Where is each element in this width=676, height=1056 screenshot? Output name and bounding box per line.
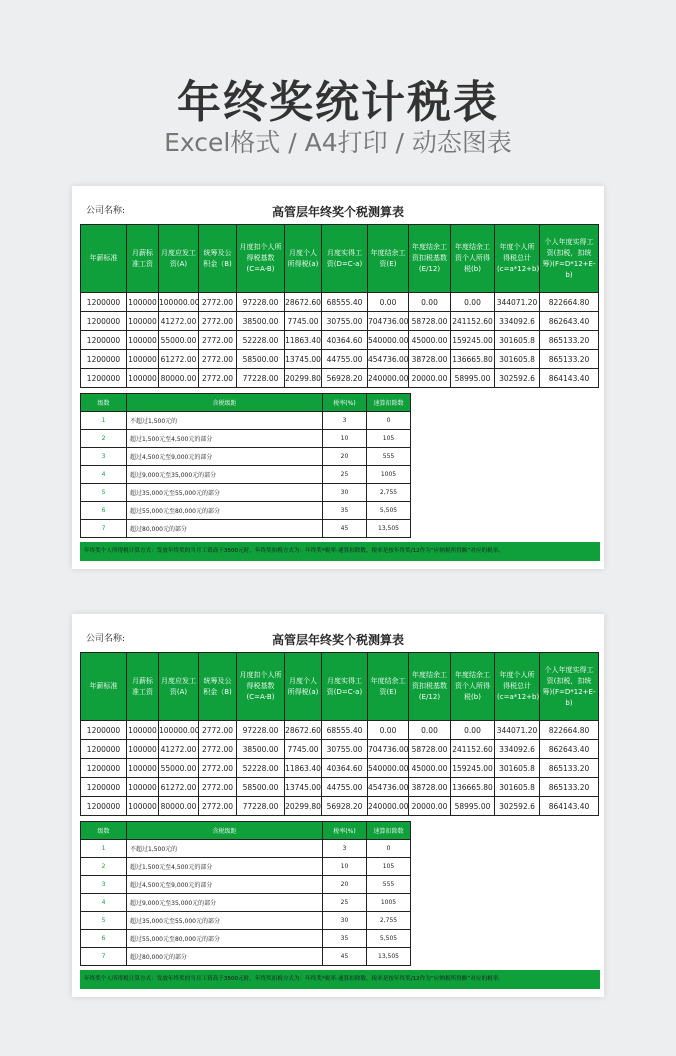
table-row (81, 369, 599, 388)
column-header: 统筹及公积金（B) (199, 653, 237, 721)
rate-cell[interactable]: 7 (81, 948, 127, 966)
table-cell[interactable]: 80000.00 (159, 369, 199, 388)
table-header-row (81, 225, 599, 293)
table-cell[interactable]: 100000 (127, 740, 159, 759)
column-header: 月度个人所得税(a) (285, 225, 322, 293)
rate-cell[interactable]: 超过80,000元的部分 (127, 520, 323, 538)
table-cell[interactable]: 2772.00 (199, 350, 237, 369)
table-row (81, 350, 599, 369)
rate-cell[interactable]: 13,505 (367, 520, 411, 538)
table-header-row (81, 653, 599, 721)
table-cell[interactable]: 11863.40 (285, 331, 322, 350)
table-cell[interactable]: 7745.00 (285, 740, 322, 759)
rate-cell[interactable]: 2 (81, 430, 127, 448)
rate-row (81, 448, 411, 466)
table-cell[interactable]: 40364.60 (322, 759, 368, 778)
rate-cell[interactable]: 超过35,000元至55,000元的部分 (127, 484, 323, 502)
table-cell[interactable]: 454736.00 (368, 350, 409, 369)
table-row (81, 740, 599, 759)
table-cell[interactable]: 864143.40 (540, 369, 599, 388)
table-cell[interactable]: 7745.00 (285, 312, 322, 331)
table-cell[interactable]: 2772.00 (199, 331, 237, 350)
table-cell[interactable]: 1200000 (81, 350, 127, 369)
rate-cell[interactable]: 35 (323, 502, 367, 520)
table-cell[interactable]: 61272.00 (159, 778, 199, 797)
table-cell[interactable]: 0.00 (409, 293, 451, 312)
table-cell[interactable]: 240000.00 (368, 369, 409, 388)
column-header: 统筹及公积金（B) (199, 225, 237, 293)
salary-tax-table (80, 224, 599, 388)
sheet-title: 高管层年终奖个税测算表 (271, 205, 404, 219)
rate-row (81, 430, 411, 448)
rate-cell[interactable]: 5 (81, 484, 127, 502)
table-row (81, 331, 599, 350)
rate-cell[interactable]: 20 (323, 448, 367, 466)
rate-cell[interactable]: 45 (323, 520, 367, 538)
rate-cell[interactable]: 105 (367, 430, 411, 448)
rate-row (81, 948, 411, 966)
rate-cell[interactable]: 4 (81, 466, 127, 484)
table-cell[interactable]: 159245.00 (451, 759, 495, 778)
table-cell[interactable]: 52228.00 (237, 331, 285, 350)
table-cell[interactable]: 44755.00 (322, 350, 368, 369)
table-cell[interactable]: 240000.00 (368, 797, 409, 816)
rate-cell[interactable]: 2,755 (367, 484, 411, 502)
table-cell[interactable]: 865133.20 (540, 350, 599, 369)
table-cell[interactable]: 1200000 (81, 331, 127, 350)
table-cell[interactable]: 30755.00 (322, 312, 368, 331)
rate-row (81, 930, 411, 948)
table-cell[interactable]: 61272.00 (159, 350, 199, 369)
table-cell[interactable]: 822664.80 (540, 721, 599, 740)
table-cell[interactable]: 100000 (127, 350, 159, 369)
table-cell[interactable]: 334092.6 (495, 312, 540, 331)
column-header: 月度扣个人所得税基数(C=A-B) (237, 653, 285, 721)
table-cell[interactable]: 38500.00 (237, 740, 285, 759)
table-cell[interactable]: 20299.80 (285, 369, 322, 388)
table-cell[interactable]: 77228.00 (237, 797, 285, 816)
table-cell[interactable]: 159245.00 (451, 331, 495, 350)
table-cell[interactable]: 865133.20 (540, 778, 599, 797)
table-cell[interactable]: 58500.00 (237, 778, 285, 797)
rate-cell[interactable]: 13,505 (367, 948, 411, 966)
table-cell[interactable]: 302592.6 (495, 797, 540, 816)
column-header: 年度结余工资(E) (368, 653, 409, 721)
rate-row (81, 520, 411, 538)
table-cell[interactable]: 38728.00 (409, 778, 451, 797)
table-cell[interactable]: 100000 (127, 312, 159, 331)
column-header: 年度结余工资个人所得税(b) (451, 653, 495, 721)
sheet-preview-1 (72, 186, 604, 569)
rate-column-header: 速算扣除数 (367, 822, 411, 840)
rate-cell[interactable]: 25 (323, 894, 367, 912)
table-row (81, 778, 599, 797)
rate-cell[interactable]: 不超过1,500元的 (127, 412, 323, 430)
table-cell[interactable]: 68555.40 (322, 721, 368, 740)
table-cell[interactable]: 1200000 (81, 797, 127, 816)
table-cell[interactable]: 454736.00 (368, 778, 409, 797)
table-cell[interactable]: 2772.00 (199, 797, 237, 816)
rate-cell[interactable]: 20 (323, 876, 367, 894)
column-header: 年薪标准 (81, 653, 127, 721)
rate-header-row (81, 394, 411, 412)
table-cell[interactable]: 0.00 (451, 293, 495, 312)
table-cell[interactable]: 30755.00 (322, 740, 368, 759)
column-header: 年度结余工资扣税基数(E/12) (409, 653, 451, 721)
column-header: 年薪标准 (81, 225, 127, 293)
rate-cell[interactable]: 2 (81, 858, 127, 876)
table-cell[interactable]: 44755.00 (322, 778, 368, 797)
rate-cell[interactable]: 超过55,000元至80,000元的部分 (127, 502, 323, 520)
rate-cell[interactable]: 35 (323, 930, 367, 948)
table-row (81, 797, 599, 816)
table-cell[interactable]: 97228.00 (237, 721, 285, 740)
rate-column-header: 级数 (81, 394, 127, 412)
table-row (81, 312, 599, 331)
table-cell[interactable]: 97228.00 (237, 293, 285, 312)
rate-cell[interactable]: 1005 (367, 894, 411, 912)
rate-cell[interactable]: 超过9,000元至35,000元的部分 (127, 894, 323, 912)
rate-cell[interactable]: 30 (323, 484, 367, 502)
table-cell[interactable]: 1200000 (81, 293, 127, 312)
salary-tax-table (80, 652, 599, 816)
table-cell[interactable]: 58995.00 (451, 797, 495, 816)
table-cell[interactable]: 2772.00 (199, 759, 237, 778)
rate-cell[interactable]: 6 (81, 502, 127, 520)
table-cell[interactable]: 41272.00 (159, 740, 199, 759)
table-cell[interactable]: 13745.00 (285, 350, 322, 369)
column-header: 年度结余工资扣税基数(E/12) (409, 225, 451, 293)
table-cell[interactable]: 20000.00 (409, 369, 451, 388)
table-cell[interactable]: 38728.00 (409, 350, 451, 369)
table-cell[interactable]: 28672.60 (285, 293, 322, 312)
rate-row (81, 840, 411, 858)
column-header: 月度实得工资(D=C-a) (322, 225, 368, 293)
table-cell[interactable]: 68555.40 (322, 293, 368, 312)
rate-cell[interactable]: 不超过1,500元的 (127, 840, 323, 858)
table-cell[interactable]: 865133.20 (540, 759, 599, 778)
table-cell[interactable]: 136665.80 (451, 350, 495, 369)
table-cell[interactable]: 55000.00 (159, 759, 199, 778)
column-header: 年度个人所得税总计(c=a*12+b) (495, 653, 540, 721)
column-header: 月度扣个人所得税基数(C=A-B) (237, 225, 285, 293)
table-cell[interactable]: 55000.00 (159, 331, 199, 350)
table-cell[interactable]: 58728.00 (409, 312, 451, 331)
rate-header-row (81, 822, 411, 840)
rate-cell[interactable]: 6 (81, 930, 127, 948)
table-cell[interactable]: 56928.20 (322, 369, 368, 388)
rate-cell[interactable]: 555 (367, 448, 411, 466)
table-cell[interactable]: 822664.80 (540, 293, 599, 312)
table-cell[interactable]: 45000.00 (409, 759, 451, 778)
rate-column-header: 级数 (81, 822, 127, 840)
column-header: 月度实得工资(D=C-a) (322, 653, 368, 721)
table-cell[interactable]: 1200000 (81, 759, 127, 778)
rate-cell[interactable]: 555 (367, 876, 411, 894)
table-cell[interactable]: 40364.60 (322, 331, 368, 350)
rate-row (81, 876, 411, 894)
table-cell[interactable]: 13745.00 (285, 778, 322, 797)
table-cell[interactable]: 1200000 (81, 721, 127, 740)
table-cell[interactable]: 540000.00 (368, 331, 409, 350)
table-cell[interactable]: 334092.6 (495, 740, 540, 759)
rate-cell[interactable]: 超过1,500元至4,500元的部分 (127, 430, 323, 448)
rate-cell[interactable]: 10 (323, 430, 367, 448)
table-cell[interactable]: 11863.40 (285, 759, 322, 778)
rate-cell[interactable]: 超过55,000元至80,000元的部分 (127, 930, 323, 948)
rate-cell[interactable]: 超过35,000元至55,000元的部分 (127, 912, 323, 930)
rate-cell[interactable]: 5 (81, 912, 127, 930)
rate-cell[interactable]: 超过1,500元至4,500元的部分 (127, 858, 323, 876)
table-cell[interactable]: 1200000 (81, 312, 127, 331)
calculation-note: 年终奖个人所得税计算方式：发放年终奖的当月工资高于3500元时，年终奖扣税方式为：年终奖*税率-速算扣除数，税率是按年终奖/12作为“应纳税所得额”对应的税率。 (80, 542, 600, 561)
table-cell[interactable]: 136665.80 (451, 778, 495, 797)
rate-cell[interactable]: 105 (367, 858, 411, 876)
table-cell[interactable]: 20000.00 (409, 797, 451, 816)
rate-cell[interactable]: 5,505 (367, 930, 411, 948)
rate-cell[interactable]: 3 (323, 840, 367, 858)
table-cell[interactable]: 56928.20 (322, 797, 368, 816)
rate-cell[interactable]: 超过9,000元至35,000元的部分 (127, 466, 323, 484)
table-cell[interactable]: 704736.00 (368, 740, 409, 759)
table-cell[interactable]: 100000 (127, 721, 159, 740)
table-cell[interactable]: 241152.60 (451, 312, 495, 331)
rate-cell[interactable]: 0 (367, 840, 411, 858)
column-header: 个人年度实得工资(扣税，扣统筹)(F=D*12+E-b) (540, 225, 599, 293)
rate-cell[interactable]: 1005 (367, 466, 411, 484)
rate-column-header: 含税级距 (127, 822, 323, 840)
table-cell[interactable]: 100000 (127, 778, 159, 797)
table-cell[interactable]: 1200000 (81, 778, 127, 797)
table-cell[interactable]: 100000 (127, 759, 159, 778)
rate-cell[interactable]: 2,755 (367, 912, 411, 930)
table-cell[interactable]: 100000 (127, 797, 159, 816)
rate-column-header: 税率(%) (323, 394, 367, 412)
table-cell[interactable]: 864143.40 (540, 797, 599, 816)
rate-cell[interactable]: 5,505 (367, 502, 411, 520)
table-cell[interactable]: 0.00 (368, 721, 409, 740)
table-cell[interactable]: 100000 (127, 293, 159, 312)
company-name-label: 公司名称: (86, 206, 126, 216)
table-cell[interactable]: 344071.20 (495, 293, 540, 312)
table-cell[interactable]: 301605.8 (495, 331, 540, 350)
column-header: 月薪标准工资 (127, 653, 159, 721)
rate-row (81, 502, 411, 520)
column-header: 年度结余工资个人所得税(b) (451, 225, 495, 293)
rate-cell[interactable]: 超过4,500元至9,000元的部分 (127, 876, 323, 894)
table-cell[interactable]: 704736.00 (368, 312, 409, 331)
rate-row (81, 466, 411, 484)
tax-rate-table (80, 393, 411, 538)
table-cell[interactable]: 301605.8 (495, 778, 540, 797)
rate-column-header: 速算扣除数 (367, 394, 411, 412)
table-cell[interactable]: 100000.00 (159, 721, 199, 740)
column-header: 月度应发工资(A) (159, 225, 199, 293)
rate-cell[interactable]: 超过4,500元至9,000元的部分 (127, 448, 323, 466)
table-cell[interactable]: 80000.00 (159, 797, 199, 816)
table-cell[interactable]: 1200000 (81, 369, 127, 388)
rate-cell[interactable]: 30 (323, 912, 367, 930)
table-cell[interactable]: 58995.00 (451, 369, 495, 388)
table-cell[interactable]: 0.00 (451, 721, 495, 740)
column-header: 月薪标准工资 (127, 225, 159, 293)
table-cell[interactable]: 2772.00 (199, 740, 237, 759)
table-cell[interactable]: 45000.00 (409, 331, 451, 350)
calculation-note: 年终奖个人所得税计算方式：发放年终奖的当月工资高于3500元时，年终奖扣税方式为：年终奖*税率-速算扣除数，税率是按年终奖/12作为“应纳税所得额”对应的税率。 (80, 970, 600, 989)
rate-row (81, 858, 411, 876)
table-cell[interactable]: 865133.20 (540, 331, 599, 350)
rate-cell[interactable]: 25 (323, 466, 367, 484)
table-cell[interactable]: 301605.8 (495, 759, 540, 778)
table-cell[interactable]: 241152.60 (451, 740, 495, 759)
company-name-label: 公司名称: (86, 634, 126, 644)
table-cell[interactable]: 2772.00 (199, 778, 237, 797)
rate-cell[interactable]: 1 (81, 412, 127, 430)
table-cell[interactable]: 52228.00 (237, 759, 285, 778)
table-cell[interactable]: 0.00 (368, 293, 409, 312)
hero-subtitle: Excel格式 / A4打印 / 动态图表 (164, 128, 512, 157)
rate-cell[interactable]: 10 (323, 858, 367, 876)
column-header: 年度结余工资(E) (368, 225, 409, 293)
rate-cell[interactable]: 3 (81, 876, 127, 894)
table-cell[interactable]: 344071.20 (495, 721, 540, 740)
table-cell[interactable]: 38500.00 (237, 312, 285, 331)
table-cell[interactable]: 302592.6 (495, 369, 540, 388)
table-cell[interactable]: 100000 (127, 331, 159, 350)
table-cell[interactable]: 1200000 (81, 740, 127, 759)
table-row (81, 721, 599, 740)
table-cell[interactable]: 41272.00 (159, 312, 199, 331)
table-cell[interactable]: 100000.00 (159, 293, 199, 312)
column-header: 月度个人所得税(a) (285, 653, 322, 721)
table-cell[interactable]: 2772.00 (199, 312, 237, 331)
rate-cell[interactable]: 1 (81, 840, 127, 858)
table-cell[interactable]: 58728.00 (409, 740, 451, 759)
table-cell[interactable]: 301605.8 (495, 350, 540, 369)
column-header: 个人年度实得工资(扣税，扣统筹)(F=D*12+E-b) (540, 653, 599, 721)
table-cell[interactable]: 862643.40 (540, 740, 599, 759)
rate-row (81, 412, 411, 430)
table-cell[interactable]: 540000.00 (368, 759, 409, 778)
rate-cell[interactable]: 45 (323, 948, 367, 966)
rate-row (81, 484, 411, 502)
table-cell[interactable]: 28672.60 (285, 721, 322, 740)
table-cell[interactable]: 862643.40 (540, 312, 599, 331)
rate-cell[interactable]: 3 (323, 412, 367, 430)
tax-rate-table (80, 821, 411, 966)
sheet-preview-2 (72, 614, 604, 997)
rate-row (81, 894, 411, 912)
rate-cell[interactable]: 超过80,000元的部分 (127, 948, 323, 966)
table-row (81, 759, 599, 778)
rate-column-header: 含税级距 (127, 394, 323, 412)
rate-cell[interactable]: 0 (367, 412, 411, 430)
hero-title: 年终奖统计税表 (177, 77, 499, 128)
table-cell[interactable]: 20299.80 (285, 797, 322, 816)
rate-row (81, 912, 411, 930)
table-row (81, 293, 599, 312)
column-header: 年度个人所得税总计(c=a*12+b) (495, 225, 540, 293)
sheet-title: 高管层年终奖个税测算表 (271, 633, 404, 647)
table-cell[interactable]: 2772.00 (199, 721, 237, 740)
rate-cell[interactable]: 3 (81, 448, 127, 466)
rate-column-header: 税率(%) (323, 822, 367, 840)
rate-cell[interactable]: 4 (81, 894, 127, 912)
table-cell[interactable]: 77228.00 (237, 369, 285, 388)
table-cell[interactable]: 2772.00 (199, 293, 237, 312)
table-cell[interactable]: 100000 (127, 369, 159, 388)
table-cell[interactable]: 2772.00 (199, 369, 237, 388)
table-cell[interactable]: 0.00 (409, 721, 451, 740)
column-header: 月度应发工资(A) (159, 653, 199, 721)
table-cell[interactable]: 58500.00 (237, 350, 285, 369)
rate-cell[interactable]: 7 (81, 520, 127, 538)
